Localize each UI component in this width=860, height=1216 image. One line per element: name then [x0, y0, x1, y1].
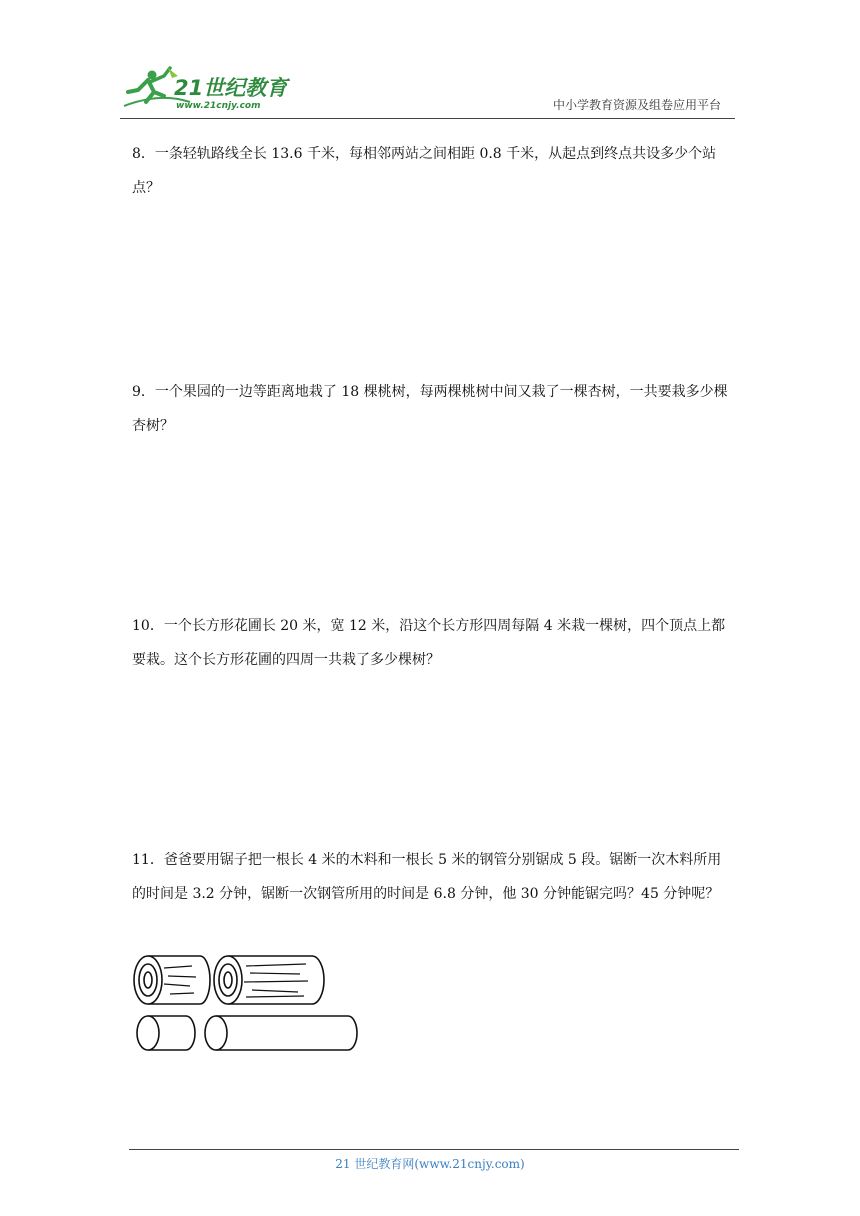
logo-text: 21世纪教育 — [174, 76, 288, 100]
question-text: 一条轻轨路线全长 13.6 千米，每相邻两站之间相距 0.8 千米，从起点到终点共设多少个站点？ — [132, 146, 717, 196]
question-8 — [132, 137, 732, 205]
question-9 — [132, 375, 732, 443]
question-11 — [132, 843, 732, 911]
logo-url: www.21cnjy.com — [176, 101, 261, 111]
question-text: 一个果园的一边等距离地栽了 18 棵桃树，每两棵桃树中间又栽了一棵杏树，一共要栽多少棵杏树？ — [132, 384, 728, 434]
question-number: 10． — [132, 618, 164, 634]
page-header — [120, 62, 735, 118]
platform-title: 中小学教育资源及组卷应用平台 — [552, 98, 721, 112]
logo — [120, 62, 290, 118]
question-text: 一个长方形花圃长 20 米，宽 12 米，沿这个长方形四周每隔 4 米栽一棵树，四个顶点上都要栽。这个长方形花圃的四周一共栽了多少棵树？ — [132, 618, 726, 668]
wood-log-short — [134, 956, 210, 1004]
footer-divider — [129, 1149, 739, 1150]
footer-text: 21 世纪教育网(www.21cnjy.com) — [335, 1157, 525, 1171]
header-divider — [120, 118, 735, 119]
question-10 — [132, 609, 732, 677]
question-number: 9． — [132, 384, 155, 400]
question-text: 爸爸要用锯子把一根长 4 米的木料和一根长 5 米的钢管分别锯成 5 段。锯断一次木料所用的时间是 3.2 分钟，锯断一次钢管所用的时间是 6.8 分钟，他 30 分钟能锯完吗？45 分钟呢？ — [132, 852, 722, 902]
question-number: 11． — [132, 852, 164, 868]
steel-pipe-long — [205, 1016, 357, 1050]
wood-and-pipe-illustration — [130, 950, 362, 1056]
question-number: 8． — [132, 146, 155, 162]
wood-log-long — [214, 956, 324, 1004]
steel-pipe-short — [137, 1016, 195, 1050]
